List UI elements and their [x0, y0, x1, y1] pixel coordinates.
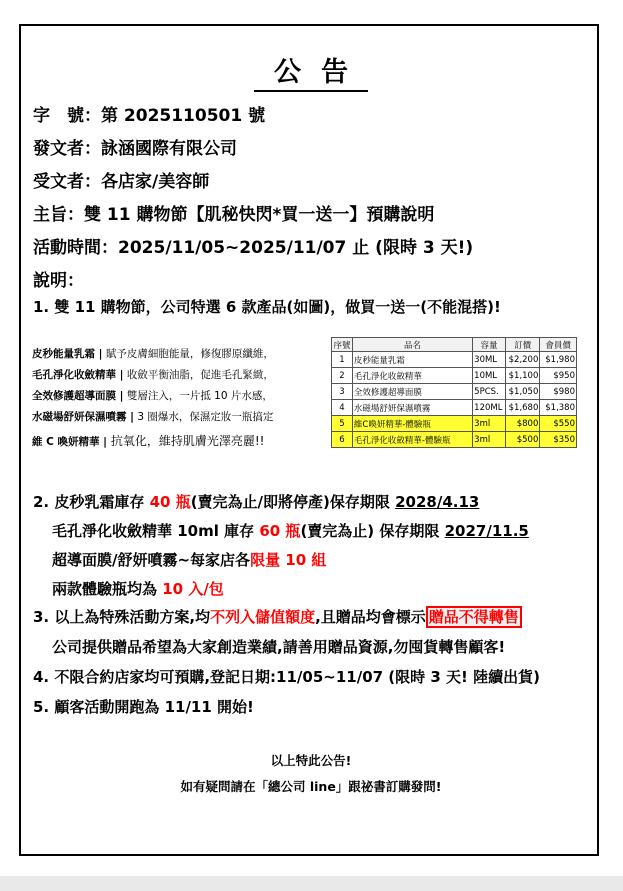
cell-volume: 5PCS.	[473, 384, 506, 400]
cell-no: 3	[332, 384, 353, 400]
product-line: 皮秒能量乳霜 | 賦予皮膚細胞能量，修復膠原纖維，	[32, 348, 274, 360]
cell-price: $800	[505, 416, 540, 432]
cell-name: 水磁場舒妍保濕噴霧	[352, 400, 472, 416]
cell-name: 維C喚妍精華-體驗瓶	[352, 416, 472, 432]
point-2-line-1: 2. 皮秒乳霜庫存 40 瓶(賣完為止/即將停產)保存期限 2028/4.13	[33, 493, 480, 511]
cell-volume: 3ml	[473, 416, 506, 432]
cell-volume: 120ML	[473, 400, 506, 416]
table-header-row	[332, 338, 577, 352]
cell-volume: 30ML	[473, 352, 506, 368]
cell-price: $1,050	[505, 384, 540, 400]
cell-member-price: $980	[540, 384, 577, 400]
doc-number: 字 號：第 2025110501 號	[33, 106, 266, 126]
cell-name: 皮秒能量乳霜	[352, 352, 472, 368]
product-line: 水磁場舒妍保濕噴霧 | 3 圈爆水，保濕定妝一瓶搞定	[32, 411, 274, 423]
col-header-volume: 容量	[473, 338, 506, 352]
cell-price: $2,200	[505, 352, 540, 368]
cell-no: 2	[332, 368, 353, 384]
table-row	[332, 368, 577, 384]
cell-member-price: $1,980	[540, 352, 577, 368]
explanation-heading: 說明：	[33, 271, 84, 291]
cell-member-price: $950	[540, 368, 577, 384]
table-row	[332, 400, 577, 416]
point-1: 1. 雙 11 購物節，公司特選 6 款產品(如圖)，做買一送一(不能混搭)!	[33, 298, 501, 316]
point-2-line-4: 兩款體驗瓶均為 10 入/包	[52, 580, 224, 598]
cell-member-price: $550	[540, 416, 577, 432]
product-line: 維 C 喚妍精華 | 抗氧化，維持肌膚光澤亮麗!!	[32, 434, 265, 448]
table-row	[332, 416, 577, 432]
cell-price: $1,100	[505, 368, 540, 384]
col-header-name: 品名	[352, 338, 472, 352]
cell-price: $1,680	[505, 400, 540, 416]
cell-no: 4	[332, 400, 353, 416]
col-header-member-price: 會員價	[540, 338, 577, 352]
cell-name: 全效修護超導面膜	[352, 384, 472, 400]
activity-period: 活動時間：2025/11/05~2025/11/07 止 (限時 3 天!)	[33, 238, 474, 258]
cell-no: 1	[332, 352, 353, 368]
point-3-line-2: 公司提供贈品希望為大家創造業績,請善用贈品資源,勿囤貨轉售顧客!	[52, 638, 506, 656]
footer-line-2: 如有疑問請在「總公司 line」跟祕書訂購發問!	[180, 779, 442, 794]
cell-no: 5	[332, 416, 353, 432]
point-4: 4. 不限合約店家均可預購,登記日期:11/05~11/07 (限時 3 天! 陸續出貨)	[33, 668, 540, 686]
cell-volume: 3ml	[473, 432, 506, 448]
sender: 發文者：詠涵國際有限公司	[33, 139, 237, 159]
product-line: 全效修護超導面膜 | 雙層注入，一片抵 10 片水感，	[32, 390, 273, 402]
recipient: 受文者：各店家/美容師	[33, 172, 210, 192]
point-3-line-1: 3. 以上為特殊活動方案,均不列入儲值額度,且贈品均會標示 贈品不得轉售	[33, 606, 522, 627]
cell-volume: 10ML	[473, 368, 506, 384]
col-header-price: 訂價	[505, 338, 540, 352]
no-resale-badge: 贈品不得轉售	[426, 606, 522, 628]
point-5: 5. 顧客活動開跑為 11/11 開始!	[33, 698, 254, 716]
product-price-table	[331, 337, 577, 448]
cell-name: 毛孔淨化收斂精華-體驗瓶	[352, 432, 472, 448]
cell-price: $500	[505, 432, 540, 448]
product-line: 毛孔淨化收斂精華 | 收斂平衡油脂，促進毛孔緊緻，	[32, 369, 274, 381]
footer-line-1: 以上特此公告!	[270, 753, 352, 768]
table-row	[332, 384, 577, 400]
cell-name: 毛孔淨化收斂精華	[352, 368, 472, 384]
table-row	[332, 432, 577, 448]
page-title: 公告	[21, 50, 601, 89]
subject: 主旨：雙 11 購物節【肌秘快閃*買一送一】預購說明	[33, 205, 435, 225]
point-2-line-3: 超導面膜/舒妍噴霧~每家店各限量 10 組	[52, 551, 327, 569]
point-2-line-2: 毛孔淨化收斂精華 10ml 庫存 60 瓶(賣完為止) 保存期限 2027/11.5	[52, 522, 529, 540]
bottom-strip	[0, 876, 623, 891]
col-header-no: 序號	[332, 338, 353, 352]
table-row	[332, 352, 577, 368]
notice-frame	[19, 24, 599, 856]
cell-member-price: $350	[540, 432, 577, 448]
cell-member-price: $1,380	[540, 400, 577, 416]
cell-no: 6	[332, 432, 353, 448]
